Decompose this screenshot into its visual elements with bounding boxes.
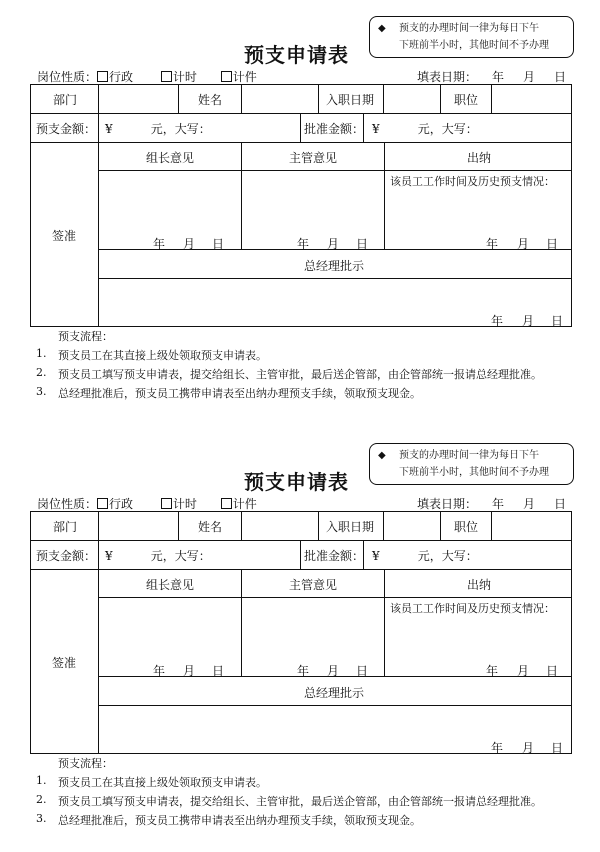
step-2-number: 2. bbox=[36, 793, 47, 806]
option-piece: 计件 bbox=[232, 497, 257, 511]
position-label: 岗位性质： bbox=[37, 497, 98, 511]
position-label: 岗位性质： bbox=[37, 70, 98, 84]
amount-label: 预支金额： bbox=[36, 122, 97, 136]
supervisor-date-day: 日 bbox=[356, 664, 369, 678]
hire-date-label: 入职日期 bbox=[326, 520, 375, 534]
cashier-date-month: 月 bbox=[517, 237, 530, 251]
post-label: 职位 bbox=[454, 520, 479, 534]
signoff-label: 签准 bbox=[52, 229, 77, 243]
fill-date-day: 日 bbox=[554, 70, 567, 84]
leader-opinion-header: 组长意见 bbox=[146, 578, 195, 592]
cashier-date-year: 年 bbox=[486, 237, 499, 251]
fill-date-day: 日 bbox=[554, 497, 567, 511]
advance-form-2 bbox=[0, 427, 600, 852]
cashier-date-day: 日 bbox=[546, 664, 559, 678]
diamond-bullet-icon: ◆ bbox=[378, 23, 386, 34]
leader-date-month: 月 bbox=[183, 237, 196, 251]
gm-date-day: 日 bbox=[551, 741, 564, 755]
step-1-number: 1. bbox=[36, 347, 47, 360]
name-label: 姓名 bbox=[198, 520, 223, 534]
gm-date-month: 月 bbox=[522, 314, 535, 328]
leader-date-year: 年 bbox=[153, 664, 166, 678]
fill-date-year: 年 bbox=[492, 70, 505, 84]
step-3-number: 3. bbox=[36, 385, 47, 398]
supervisor-opinion-header: 主管意见 bbox=[289, 151, 338, 165]
cashier-header: 出纳 bbox=[467, 578, 492, 592]
diamond-bullet-icon: ◆ bbox=[378, 450, 386, 461]
notice-line-2: 下班前半小时，其他时间不予办理 bbox=[399, 467, 549, 478]
post-label: 职位 bbox=[454, 93, 479, 107]
supervisor-date-day: 日 bbox=[356, 237, 369, 251]
gm-date-year: 年 bbox=[491, 741, 504, 755]
fill-date-year: 年 bbox=[492, 497, 505, 511]
fill-date-label: 填表日期： bbox=[417, 70, 478, 84]
gm-date-day: 日 bbox=[551, 314, 564, 328]
approved-amount-label: 批准金额： bbox=[304, 122, 365, 136]
process-heading: 预支流程： bbox=[58, 330, 113, 343]
option-admin: 行政 bbox=[109, 70, 134, 84]
amount-text: ¥ 元，大写： bbox=[105, 122, 211, 136]
option-piece: 计件 bbox=[232, 70, 257, 84]
cashier-date-year: 年 bbox=[486, 664, 499, 678]
step-2-number: 2. bbox=[36, 366, 47, 379]
form-title: 预支申请表 bbox=[244, 43, 349, 67]
leader-date-day: 日 bbox=[212, 237, 225, 251]
supervisor-date-year: 年 bbox=[297, 664, 310, 678]
leader-date-year: 年 bbox=[153, 237, 166, 251]
option-hourly: 计时 bbox=[172, 497, 197, 511]
step-3-number: 3. bbox=[36, 812, 47, 825]
notice-line-1: 预支的办理时间一律为每日下午 bbox=[399, 450, 539, 461]
approved-amount-text: ¥ 元，大写： bbox=[372, 549, 478, 563]
approved-amount-text: ¥ 元，大写： bbox=[372, 122, 478, 136]
dept-label: 部门 bbox=[53, 93, 78, 107]
signoff-label: 签准 bbox=[52, 656, 77, 670]
general-manager-header: 总经理批示 bbox=[304, 686, 365, 700]
supervisor-date-month: 月 bbox=[327, 664, 340, 678]
cashier-date-month: 月 bbox=[517, 664, 530, 678]
step-3-text: 总经理批准后，预支员工携带申请表至出纳办理预支手续，领取预支现金。 bbox=[58, 387, 421, 400]
name-label: 姓名 bbox=[198, 93, 223, 107]
cashier-date-day: 日 bbox=[546, 237, 559, 251]
cashier-header: 出纳 bbox=[467, 151, 492, 165]
step-2-text: 预支员工填写预支申请表，提交给组长、主管审批，最后送企管部，由企管部统一报请总经理批准。 bbox=[58, 368, 542, 381]
fill-date-label: 填表日期： bbox=[417, 497, 478, 511]
advance-form-1 bbox=[0, 0, 600, 425]
supervisor-opinion-header: 主管意见 bbox=[289, 578, 338, 592]
leader-date-month: 月 bbox=[183, 664, 196, 678]
hire-date-label: 入职日期 bbox=[326, 93, 375, 107]
leader-date-day: 日 bbox=[212, 664, 225, 678]
fill-date-month: 月 bbox=[523, 70, 536, 84]
step-1-text: 预支员工在其直接上级处领取预支申请表。 bbox=[58, 349, 267, 362]
step-2-text: 预支员工填写预支申请表，提交给组长、主管审批，最后送企管部，由企管部统一报请总经理批准。 bbox=[58, 795, 542, 808]
notice-line-2: 下班前半小时，其他时间不予办理 bbox=[399, 40, 549, 51]
step-3-text: 总经理批准后，预支员工携带申请表至出纳办理预支手续，领取预支现金。 bbox=[58, 814, 421, 827]
supervisor-date-month: 月 bbox=[327, 237, 340, 251]
dept-label: 部门 bbox=[53, 520, 78, 534]
history-note: 该员工工作时间及历史预支情况： bbox=[390, 602, 555, 615]
amount-text: ¥ 元，大写： bbox=[105, 549, 211, 563]
step-1-number: 1. bbox=[36, 774, 47, 787]
form-title: 预支申请表 bbox=[244, 470, 349, 494]
leader-opinion-header: 组长意见 bbox=[146, 151, 195, 165]
supervisor-date-year: 年 bbox=[297, 237, 310, 251]
amount-label: 预支金额： bbox=[36, 549, 97, 563]
gm-date-year: 年 bbox=[491, 314, 504, 328]
step-1-text: 预支员工在其直接上级处领取预支申请表。 bbox=[58, 776, 267, 789]
approved-amount-label: 批准金额： bbox=[304, 549, 365, 563]
history-note: 该员工工作时间及历史预支情况： bbox=[390, 175, 555, 188]
gm-date-month: 月 bbox=[522, 741, 535, 755]
process-heading: 预支流程： bbox=[58, 757, 113, 770]
fill-date-month: 月 bbox=[523, 497, 536, 511]
option-admin: 行政 bbox=[109, 497, 134, 511]
option-hourly: 计时 bbox=[172, 70, 197, 84]
general-manager-header: 总经理批示 bbox=[304, 259, 365, 273]
notice-line-1: 预支的办理时间一律为每日下午 bbox=[399, 23, 539, 34]
